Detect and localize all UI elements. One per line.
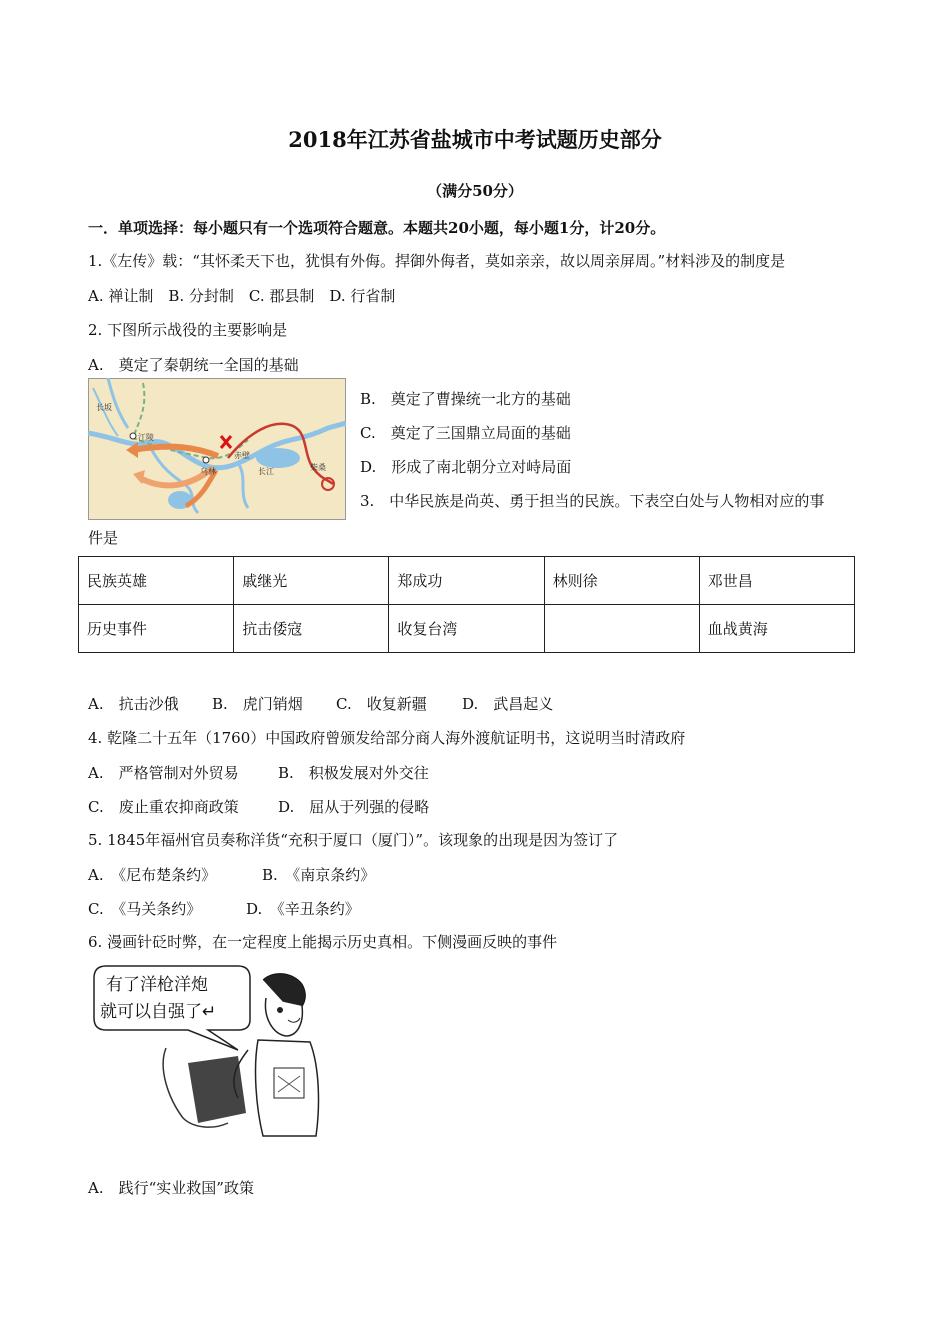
table-cell: 血战黄海 bbox=[699, 605, 854, 653]
map-label-wulin: 乌林 bbox=[200, 467, 216, 476]
table-cell: 林则徐 bbox=[544, 557, 699, 605]
table-cell: 邓世昌 bbox=[699, 557, 854, 605]
q3-stem-line2: 件是 bbox=[88, 529, 119, 547]
table-cell-blank bbox=[544, 605, 699, 653]
table-row bbox=[79, 605, 855, 653]
map-label-chibi: 赤壁 bbox=[234, 451, 250, 460]
q5-option-c: C. 《马关条约》 bbox=[88, 900, 202, 918]
map-label-changban: 长坂 bbox=[96, 403, 112, 412]
q4-option-c: C. 废止重农抑商政策 bbox=[88, 798, 239, 816]
score-note: （满分50分） bbox=[427, 182, 523, 200]
q3-option-a: A. 抗击沙俄 bbox=[88, 695, 179, 713]
table-cell: 抗击倭寇 bbox=[234, 605, 389, 653]
cartoon-image bbox=[88, 958, 330, 1138]
q3-option-d: D. 武昌起义 bbox=[462, 695, 554, 713]
q5-stem: 5. 1845年福州官员奏称洋货“充积于厦口（厦门）”。该现象的出现是因为签订了 bbox=[88, 831, 619, 849]
q3-option-b: B. 虎门销烟 bbox=[212, 695, 303, 713]
q2-option-a: A. 奠定了秦朝统一全国的基础 bbox=[88, 356, 299, 374]
q2-option-c: C. 奠定了三国鼎立局面的基础 bbox=[360, 424, 571, 442]
bubble-text-line2: 就可以自强了↵ bbox=[100, 1002, 217, 1022]
q4-option-d: D. 屈从于列强的侵略 bbox=[278, 798, 430, 816]
q2-stem: 2. 下图所示战役的主要影响是 bbox=[88, 321, 288, 339]
q5-option-a: A. 《尼布楚条约》 bbox=[88, 866, 217, 884]
hero-event-table bbox=[78, 556, 855, 653]
q3-stem-line1: 3. 中华民族是尚英、勇于担当的民族。下表空白处与人物相对应的事 bbox=[360, 492, 825, 510]
table-cell: 郑成功 bbox=[389, 557, 544, 605]
q4-stem: 4. 乾隆二十五年（1760）中国政府曾颁发给部分商人海外渡航证明书，这说明当时清政府 bbox=[88, 729, 686, 747]
q5-option-d: D. 《辛丑条约》 bbox=[246, 900, 360, 918]
battle-map-image bbox=[88, 378, 346, 520]
q2-option-b: B. 奠定了曹操统一北方的基础 bbox=[360, 390, 571, 408]
map-label-jiangling: 江陵 bbox=[138, 433, 154, 442]
table-cell: 民族英雄 bbox=[79, 557, 234, 605]
q4-option-b: B. 积极发展对外交往 bbox=[278, 764, 429, 782]
q5-option-b: B. 《南京条约》 bbox=[262, 866, 376, 884]
bubble-text-line1: 有了洋枪洋炮 bbox=[106, 975, 208, 995]
q6-stem: 6. 漫画针砭时弊，在一定程度上能揭示历史真相。下侧漫画反映的事件 bbox=[88, 933, 558, 951]
q1-stem: 1.《左传》载：“其怀柔天下也，犹惧有外侮。捍御外侮者，莫如亲亲，故以周亲屏周。”材料涉及的制度是 bbox=[88, 252, 786, 270]
q4-option-a: A. 严格管制对外贸易 bbox=[88, 764, 239, 782]
table-cell: 历史事件 bbox=[79, 605, 234, 653]
map-label-chaisang: 柴桑 bbox=[310, 463, 326, 472]
q3-option-c: C. 收复新疆 bbox=[336, 695, 427, 713]
table-cell: 戚继光 bbox=[234, 557, 389, 605]
table-row bbox=[79, 557, 855, 605]
q1-options: A. 禅让制 B. 分封制 C. 郡县制 D. 行省制 bbox=[88, 287, 396, 305]
page-title: 2018年江苏省盐城市中考试题历史部分 bbox=[288, 127, 662, 152]
section-heading: 一．单项选择：每小题只有一个选项符合题意。本题共20小题，每小题1分，计20分。 bbox=[88, 219, 666, 237]
q2-option-d: D. 形成了南北朝分立对峙局面 bbox=[360, 458, 572, 476]
table-cell: 收复台湾 bbox=[389, 605, 544, 653]
map-label-river: 长江 bbox=[258, 467, 274, 476]
q6-option-a: A. 践行“实业救国”政策 bbox=[88, 1179, 254, 1197]
